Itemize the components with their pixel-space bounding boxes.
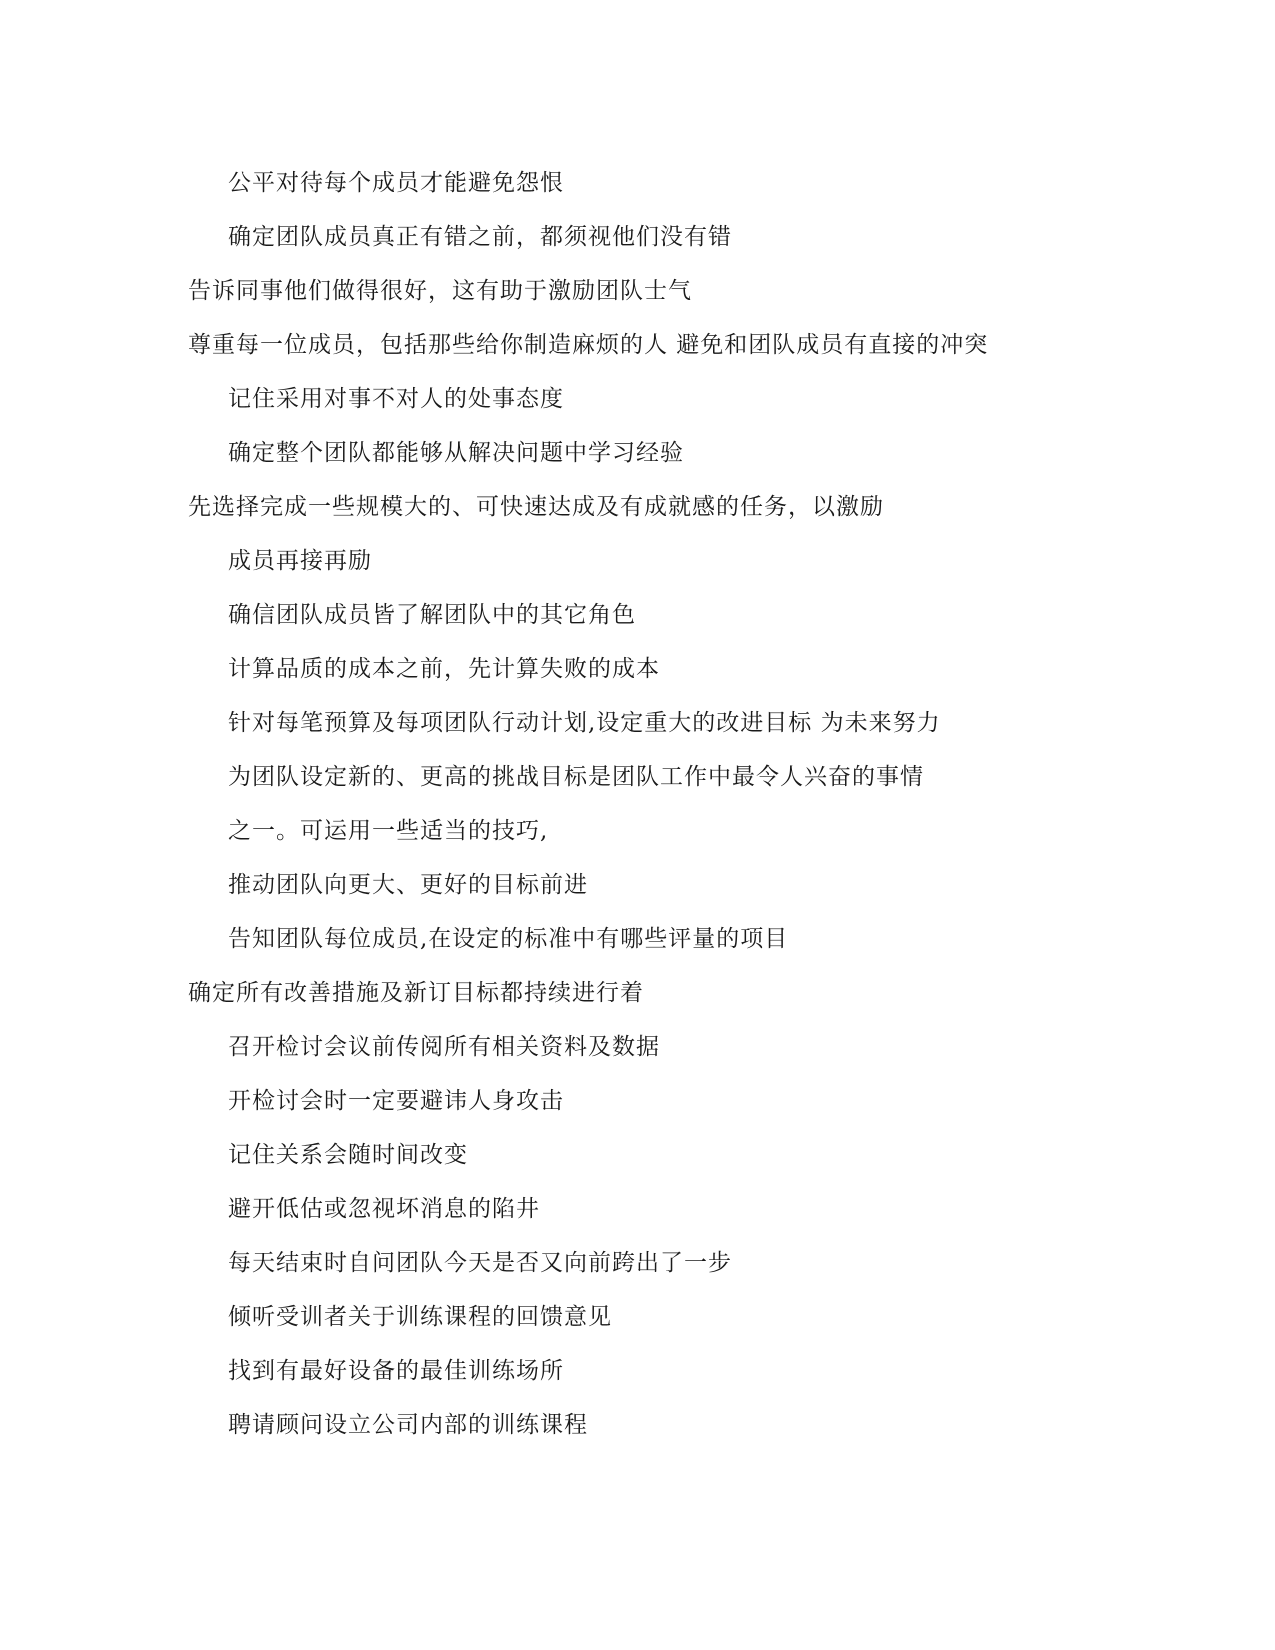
text-line: 记住关系会随时间改变 [228, 1142, 468, 1168]
text-line: 找到有最好设备的最佳训练场所 [228, 1358, 564, 1384]
text-line: 告知团队每位成员,在设定的标准中有哪些评量的项目 [228, 926, 789, 952]
text-line: 聘请顾问设立公司内部的训练课程 [228, 1412, 588, 1438]
text-line: 确定所有改善措施及新订目标都持续进行着 [188, 980, 644, 1006]
text-line: 召开检讨会议前传阅所有相关资料及数据 [228, 1034, 660, 1060]
text-line: 针对每笔预算及每项团队行动计划,设定重大的改进目标 为未来努力 [228, 710, 941, 736]
text-line: 开检讨会时一定要避讳人身攻击 [228, 1088, 564, 1114]
text-line: 成员再接再励 [228, 548, 372, 574]
text-line: 避开低估或忽视坏消息的陷井 [228, 1196, 540, 1222]
text-line: 告诉同事他们做得很好，这有助于激励团队士气 [188, 278, 692, 304]
text-line: 先选择完成一些规模大的、可快速达成及有成就感的任务，以激励 [188, 494, 884, 520]
text-line: 公平对待每个成员才能避免怨恨 [228, 170, 564, 196]
text-line: 计算品质的成本之前，先计算失败的成本 [228, 656, 660, 682]
text-line: 确定团队成员真正有错之前，都须视他们没有错 [228, 224, 732, 250]
text-line: 记住采用对事不对人的处事态度 [228, 386, 564, 412]
text-line: 推动团队向更大、更好的目标前进 [228, 872, 588, 898]
text-line: 之一。可运用一些适当的技巧, [228, 818, 549, 844]
text-line: 尊重每一位成员，包括那些给你制造麻烦的人 避免和团队成员有直接的冲突 [188, 332, 989, 358]
text-line: 为团队设定新的、更高的挑战目标是团队工作中最令人兴奋的事情 [228, 764, 924, 790]
text-line: 确信团队成员皆了解团队中的其它角色 [228, 602, 636, 628]
text-line: 倾听受训者关于训练课程的回馈意见 [228, 1304, 612, 1330]
text-line: 每天结束时自问团队今天是否又向前跨出了一步 [228, 1250, 732, 1276]
text-line: 确定整个团队都能够从解决问题中学习经验 [228, 440, 684, 466]
